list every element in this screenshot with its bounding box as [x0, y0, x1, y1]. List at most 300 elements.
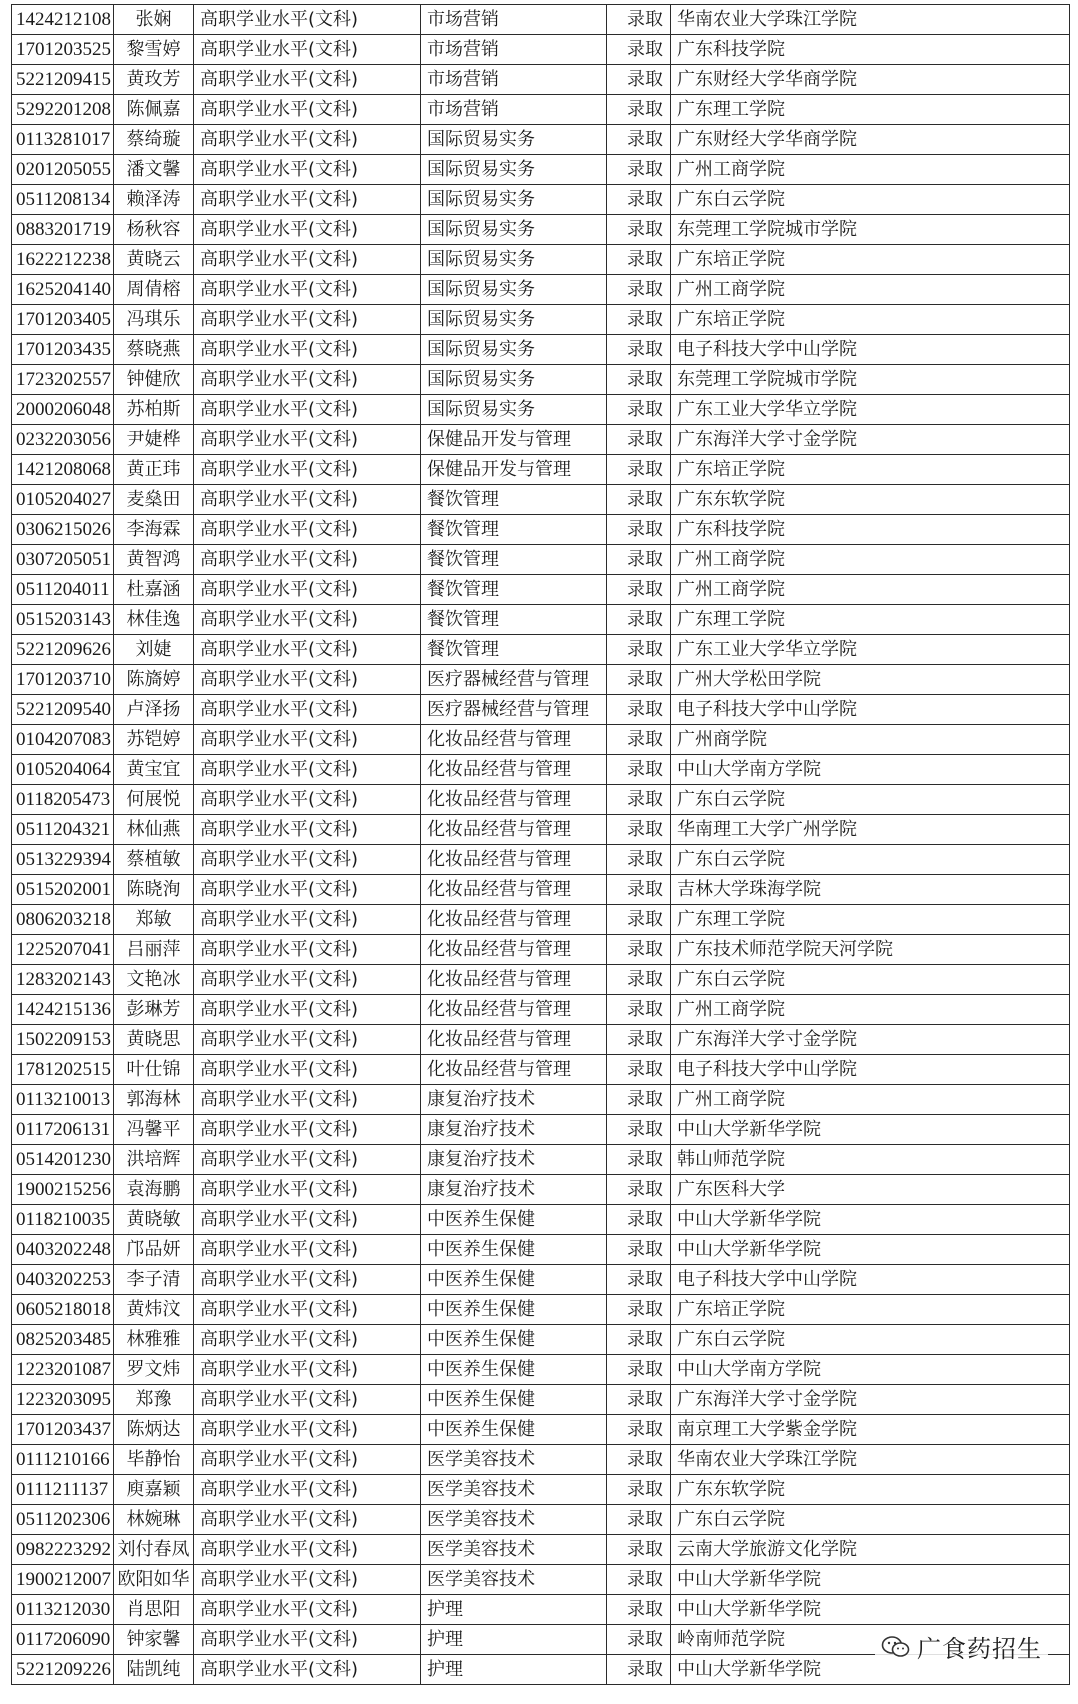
admission-status-cell: 录取 — [607, 695, 671, 725]
table-row — [12, 1025, 1070, 1055]
candidate-id-cell: 0104207083 — [12, 725, 114, 755]
candidate-id-cell: 1723202557 — [12, 365, 114, 395]
candidate-id-cell: 0605218018 — [12, 1295, 114, 1325]
admission-status-cell: 录取 — [607, 1625, 671, 1655]
admitted-school-cell: 广东理工学院 — [671, 605, 1070, 635]
table-row — [12, 455, 1070, 485]
major-cell: 化妆品经营与管理 — [421, 905, 607, 935]
admission-status-cell: 录取 — [607, 725, 671, 755]
admitted-school-cell: 云南大学旅游文化学院 — [671, 1535, 1070, 1565]
admitted-school-cell: 中山大学新华学院 — [671, 1205, 1070, 1235]
major-cell: 餐饮管理 — [421, 515, 607, 545]
candidate-id-cell: 0403202248 — [12, 1235, 114, 1265]
admission-status-cell: 录取 — [607, 995, 671, 1025]
student-name-cell: 卢泽扬 — [114, 695, 194, 725]
admission-status-cell: 录取 — [607, 1595, 671, 1625]
candidate-id-cell: 0403202253 — [12, 1265, 114, 1295]
student-name-cell: 郭海林 — [114, 1085, 194, 1115]
student-name-cell: 郑豫 — [114, 1385, 194, 1415]
student-name-cell: 蔡植敏 — [114, 845, 194, 875]
admitted-school-cell: 中山大学新华学院 — [671, 1595, 1070, 1625]
admission-status-cell: 录取 — [607, 1385, 671, 1415]
admitted-school-cell: 广东培正学院 — [671, 1295, 1070, 1325]
major-cell: 中医养生保健 — [421, 1205, 607, 1235]
candidate-id-cell: 1701203525 — [12, 35, 114, 65]
major-cell: 国际贸易实务 — [421, 125, 607, 155]
exam-category-cell: 高职学业水平(文科) — [194, 1265, 421, 1295]
table-row — [12, 725, 1070, 755]
student-name-cell: 黄智鸿 — [114, 545, 194, 575]
candidate-id-cell: 0982223292 — [12, 1535, 114, 1565]
admission-status-cell: 录取 — [607, 1325, 671, 1355]
exam-category-cell: 高职学业水平(文科) — [194, 875, 421, 905]
candidate-id-cell: 1502209153 — [12, 1025, 114, 1055]
admitted-school-cell: 广东海洋大学寸金学院 — [671, 425, 1070, 455]
table-row — [12, 95, 1070, 125]
major-cell: 国际贸易实务 — [421, 365, 607, 395]
table-row — [12, 995, 1070, 1025]
candidate-id-cell: 1283202143 — [12, 965, 114, 995]
student-name-cell: 刘付春凤 — [114, 1535, 194, 1565]
exam-category-cell: 高职学业水平(文科) — [194, 755, 421, 785]
table-row — [12, 1205, 1070, 1235]
major-cell: 国际贸易实务 — [421, 155, 607, 185]
exam-category-cell: 高职学业水平(文科) — [194, 425, 421, 455]
table-row — [12, 665, 1070, 695]
exam-category-cell: 高职学业水平(文科) — [194, 1055, 421, 1085]
admission-status-cell: 录取 — [607, 425, 671, 455]
student-name-cell: 苏铠婷 — [114, 725, 194, 755]
exam-category-cell: 高职学业水平(文科) — [194, 1505, 421, 1535]
admitted-school-cell: 广东技术师范学院天河学院 — [671, 935, 1070, 965]
admission-status-cell: 录取 — [607, 815, 671, 845]
admitted-school-cell: 中山大学南方学院 — [671, 755, 1070, 785]
table-row — [12, 1085, 1070, 1115]
admitted-school-cell: 广东财经大学华商学院 — [671, 125, 1070, 155]
candidate-id-cell: 0511204321 — [12, 815, 114, 845]
student-name-cell: 陈晓洵 — [114, 875, 194, 905]
major-cell: 护理 — [421, 1595, 607, 1625]
student-name-cell: 苏柏斯 — [114, 395, 194, 425]
exam-category-cell: 高职学业水平(文科) — [194, 365, 421, 395]
exam-category-cell: 高职学业水平(文科) — [194, 665, 421, 695]
candidate-id-cell: 0232203056 — [12, 425, 114, 455]
exam-category-cell: 高职学业水平(文科) — [194, 725, 421, 755]
major-cell: 保健品开发与管理 — [421, 425, 607, 455]
exam-category-cell: 高职学业水平(文科) — [194, 35, 421, 65]
exam-category-cell: 高职学业水平(文科) — [194, 1085, 421, 1115]
exam-category-cell: 高职学业水平(文科) — [194, 335, 421, 365]
admission-status-cell: 录取 — [607, 35, 671, 65]
admission-status-cell: 录取 — [607, 1235, 671, 1265]
table-row — [12, 545, 1070, 575]
candidate-id-cell: 1424215136 — [12, 995, 114, 1025]
candidate-id-cell: 1701203437 — [12, 1415, 114, 1445]
admission-status-cell: 录取 — [607, 215, 671, 245]
admission-status-cell: 录取 — [607, 365, 671, 395]
admission-status-cell: 录取 — [607, 665, 671, 695]
student-name-cell: 文艳冰 — [114, 965, 194, 995]
admitted-school-cell: 广州工商学院 — [671, 155, 1070, 185]
table-row — [12, 155, 1070, 185]
major-cell: 化妆品经营与管理 — [421, 725, 607, 755]
student-name-cell: 林佳逸 — [114, 605, 194, 635]
table-row — [12, 245, 1070, 275]
major-cell: 化妆品经营与管理 — [421, 815, 607, 845]
admitted-school-cell: 广东科技学院 — [671, 515, 1070, 545]
admitted-school-cell: 广东理工学院 — [671, 95, 1070, 125]
candidate-id-cell: 0511208134 — [12, 185, 114, 215]
candidate-id-cell: 0307205051 — [12, 545, 114, 575]
admitted-school-cell: 华南理工大学广州学院 — [671, 815, 1070, 845]
admitted-school-cell: 广东白云学院 — [671, 845, 1070, 875]
student-name-cell: 冯琪乐 — [114, 305, 194, 335]
candidate-id-cell: 5221209540 — [12, 695, 114, 725]
major-cell: 化妆品经营与管理 — [421, 1025, 607, 1055]
student-name-cell: 刘婕 — [114, 635, 194, 665]
candidate-id-cell: 1622212238 — [12, 245, 114, 275]
admission-status-cell: 录取 — [607, 1145, 671, 1175]
exam-category-cell: 高职学业水平(文科) — [194, 1025, 421, 1055]
admitted-school-cell: 广东理工学院 — [671, 905, 1070, 935]
student-name-cell: 庾嘉颖 — [114, 1475, 194, 1505]
major-cell: 中医养生保健 — [421, 1235, 607, 1265]
student-name-cell: 林仙燕 — [114, 815, 194, 845]
student-name-cell: 林雅雅 — [114, 1325, 194, 1355]
candidate-id-cell: 5221209415 — [12, 65, 114, 95]
candidate-id-cell: 0105204027 — [12, 485, 114, 515]
major-cell: 国际贸易实务 — [421, 215, 607, 245]
table-row — [12, 1175, 1070, 1205]
admitted-school-cell: 中山大学新华学院 — [671, 1115, 1070, 1145]
table-row — [12, 185, 1070, 215]
student-name-cell: 林婉琳 — [114, 1505, 194, 1535]
admission-status-cell: 录取 — [607, 1655, 671, 1685]
admission-status-cell: 录取 — [607, 575, 671, 605]
table-row — [12, 1325, 1070, 1355]
exam-category-cell: 高职学业水平(文科) — [194, 305, 421, 335]
admitted-school-cell: 广东工业大学华立学院 — [671, 635, 1070, 665]
admitted-school-cell: 广东科技学院 — [671, 35, 1070, 65]
admitted-school-cell: 广州工商学院 — [671, 995, 1070, 1025]
admission-status-cell: 录取 — [607, 275, 671, 305]
admission-status-cell: 录取 — [607, 785, 671, 815]
table-row — [12, 1445, 1070, 1475]
admitted-school-cell: 广东海洋大学寸金学院 — [671, 1385, 1070, 1415]
table-row — [12, 935, 1070, 965]
admission-status-cell: 录取 — [607, 155, 671, 185]
candidate-id-cell: 2000206048 — [12, 395, 114, 425]
table-row — [12, 1505, 1070, 1535]
student-name-cell: 周倩榕 — [114, 275, 194, 305]
student-name-cell: 罗文炜 — [114, 1355, 194, 1385]
exam-category-cell: 高职学业水平(文科) — [194, 1625, 421, 1655]
candidate-id-cell: 5221209626 — [12, 635, 114, 665]
admission-status-cell: 录取 — [607, 1445, 671, 1475]
table-row — [12, 785, 1070, 815]
table-row — [12, 1385, 1070, 1415]
table-row — [12, 485, 1070, 515]
student-name-cell: 肖思阳 — [114, 1595, 194, 1625]
student-name-cell: 李子清 — [114, 1265, 194, 1295]
exam-category-cell: 高职学业水平(文科) — [194, 935, 421, 965]
exam-category-cell: 高职学业水平(文科) — [194, 515, 421, 545]
admission-status-cell: 录取 — [607, 545, 671, 575]
major-cell: 化妆品经营与管理 — [421, 1055, 607, 1085]
exam-category-cell: 高职学业水平(文科) — [194, 965, 421, 995]
exam-category-cell: 高职学业水平(文科) — [194, 185, 421, 215]
admission-status-cell: 录取 — [607, 485, 671, 515]
table-row — [12, 365, 1070, 395]
watermark-text: 广食药招生 — [917, 1635, 1042, 1663]
major-cell: 中医养生保健 — [421, 1355, 607, 1385]
table-row — [12, 695, 1070, 725]
exam-category-cell: 高职学业水平(文科) — [194, 1355, 421, 1385]
major-cell: 康复治疗技术 — [421, 1175, 607, 1205]
admitted-school-cell: 广东白云学院 — [671, 185, 1070, 215]
exam-category-cell: 高职学业水平(文科) — [194, 215, 421, 245]
admission-status-cell: 录取 — [607, 755, 671, 785]
candidate-id-cell: 1421208068 — [12, 455, 114, 485]
candidate-id-cell: 0113212030 — [12, 1595, 114, 1625]
major-cell: 化妆品经营与管理 — [421, 845, 607, 875]
admitted-school-cell: 广东白云学院 — [671, 965, 1070, 995]
exam-category-cell: 高职学业水平(文科) — [194, 1385, 421, 1415]
admitted-school-cell: 广州工商学院 — [671, 1085, 1070, 1115]
table-row — [12, 395, 1070, 425]
admission-status-cell: 录取 — [607, 605, 671, 635]
admission-status-cell: 录取 — [607, 875, 671, 905]
major-cell: 国际贸易实务 — [421, 395, 607, 425]
exam-category-cell: 高职学业水平(文科) — [194, 95, 421, 125]
table-row — [12, 875, 1070, 905]
candidate-id-cell: 1424212108 — [12, 5, 114, 35]
admission-table — [11, 4, 1070, 1685]
admission-status-cell: 录取 — [607, 1055, 671, 1085]
exam-category-cell: 高职学业水平(文科) — [194, 1295, 421, 1325]
admitted-school-cell: 广东财经大学华商学院 — [671, 65, 1070, 95]
exam-category-cell: 高职学业水平(文科) — [194, 635, 421, 665]
admitted-school-cell: 中山大学南方学院 — [671, 1355, 1070, 1385]
exam-category-cell: 高职学业水平(文科) — [194, 275, 421, 305]
admission-status-cell: 录取 — [607, 515, 671, 545]
major-cell: 医学美容技术 — [421, 1535, 607, 1565]
admission-status-cell: 录取 — [607, 1025, 671, 1055]
admission-status-cell: 录取 — [607, 335, 671, 365]
candidate-id-cell: 0113210013 — [12, 1085, 114, 1115]
major-cell: 化妆品经营与管理 — [421, 935, 607, 965]
admission-status-cell: 录取 — [607, 1415, 671, 1445]
exam-category-cell: 高职学业水平(文科) — [194, 1415, 421, 1445]
table-row — [12, 635, 1070, 665]
table-row — [12, 1355, 1070, 1385]
major-cell: 市场营销 — [421, 95, 607, 125]
exam-category-cell: 高职学业水平(文科) — [194, 1115, 421, 1145]
student-name-cell: 赖泽涛 — [114, 185, 194, 215]
candidate-id-cell: 0515203143 — [12, 605, 114, 635]
admitted-school-cell: 广东白云学院 — [671, 1325, 1070, 1355]
major-cell: 医学美容技术 — [421, 1505, 607, 1535]
admission-status-cell: 录取 — [607, 905, 671, 935]
exam-category-cell: 高职学业水平(文科) — [194, 575, 421, 605]
admitted-school-cell: 电子科技大学中山学院 — [671, 1265, 1070, 1295]
exam-category-cell: 高职学业水平(文科) — [194, 485, 421, 515]
student-name-cell: 冯馨平 — [114, 1115, 194, 1145]
admitted-school-cell: 南京理工大学紫金学院 — [671, 1415, 1070, 1445]
exam-category-cell: 高职学业水平(文科) — [194, 785, 421, 815]
table-row — [12, 1565, 1070, 1595]
student-name-cell: 黄晓云 — [114, 245, 194, 275]
student-name-cell: 袁海鹏 — [114, 1175, 194, 1205]
admitted-school-cell: 华南农业大学珠江学院 — [671, 5, 1070, 35]
exam-category-cell: 高职学业水平(文科) — [194, 1235, 421, 1265]
student-name-cell: 黄玫芳 — [114, 65, 194, 95]
table-row — [12, 1415, 1070, 1445]
admitted-school-cell: 韩山师范学院 — [671, 1145, 1070, 1175]
student-name-cell: 郑敏 — [114, 905, 194, 935]
admitted-school-cell: 华南农业大学珠江学院 — [671, 1445, 1070, 1475]
major-cell: 医学美容技术 — [421, 1445, 607, 1475]
student-name-cell: 毕静怡 — [114, 1445, 194, 1475]
wechat-icon — [881, 1635, 911, 1659]
candidate-id-cell: 0201205055 — [12, 155, 114, 185]
table-row — [12, 1115, 1070, 1145]
table-row — [12, 815, 1070, 845]
admitted-school-cell: 广东培正学院 — [671, 305, 1070, 335]
admitted-school-cell: 广东医科大学 — [671, 1175, 1070, 1205]
table-row — [12, 575, 1070, 605]
student-name-cell: 麦燊田 — [114, 485, 194, 515]
admitted-school-cell: 中山大学新华学院 — [671, 1235, 1070, 1265]
candidate-id-cell: 0806203218 — [12, 905, 114, 935]
admission-status-cell: 录取 — [607, 1475, 671, 1505]
student-name-cell: 欧阳如华 — [114, 1565, 194, 1595]
table-row — [12, 1265, 1070, 1295]
student-name-cell: 叶仕锦 — [114, 1055, 194, 1085]
major-cell: 中医养生保健 — [421, 1265, 607, 1295]
admission-status-cell: 录取 — [607, 845, 671, 875]
student-name-cell: 杜嘉涵 — [114, 575, 194, 605]
admitted-school-cell: 电子科技大学中山学院 — [671, 335, 1070, 365]
candidate-id-cell: 1781202515 — [12, 1055, 114, 1085]
exam-category-cell: 高职学业水平(文科) — [194, 125, 421, 155]
candidate-id-cell: 0883201719 — [12, 215, 114, 245]
admission-table-body — [12, 5, 1070, 1685]
table-row — [12, 125, 1070, 155]
major-cell: 国际贸易实务 — [421, 305, 607, 335]
major-cell: 餐饮管理 — [421, 635, 607, 665]
student-name-cell: 陈佩嘉 — [114, 95, 194, 125]
student-name-cell: 张娴 — [114, 5, 194, 35]
major-cell: 化妆品经营与管理 — [421, 755, 607, 785]
exam-category-cell: 高职学业水平(文科) — [194, 605, 421, 635]
student-name-cell: 蔡晓燕 — [114, 335, 194, 365]
major-cell: 中医养生保健 — [421, 1295, 607, 1325]
admission-status-cell: 录取 — [607, 1295, 671, 1325]
exam-category-cell: 高职学业水平(文科) — [194, 1175, 421, 1205]
major-cell: 中医养生保健 — [421, 1325, 607, 1355]
admitted-school-cell: 广州工商学院 — [671, 275, 1070, 305]
major-cell: 康复治疗技术 — [421, 1085, 607, 1115]
admitted-school-cell: 岭南师范学院 — [671, 1625, 1070, 1655]
candidate-id-cell: 1225207041 — [12, 935, 114, 965]
exam-category-cell: 高职学业水平(文科) — [194, 1145, 421, 1175]
candidate-id-cell: 0515202001 — [12, 875, 114, 905]
admission-status-cell: 录取 — [607, 1565, 671, 1595]
student-name-cell: 钟健欣 — [114, 365, 194, 395]
student-name-cell: 陈炳达 — [114, 1415, 194, 1445]
candidate-id-cell: 0825203485 — [12, 1325, 114, 1355]
exam-category-cell: 高职学业水平(文科) — [194, 395, 421, 425]
major-cell: 国际贸易实务 — [421, 185, 607, 215]
table-row — [12, 605, 1070, 635]
admitted-school-cell: 电子科技大学中山学院 — [671, 1055, 1070, 1085]
major-cell: 中医养生保健 — [421, 1415, 607, 1445]
admission-status-cell: 录取 — [607, 965, 671, 995]
exam-category-cell: 高职学业水平(文科) — [194, 65, 421, 95]
candidate-id-cell: 0306215026 — [12, 515, 114, 545]
student-name-cell: 钟家馨 — [114, 1625, 194, 1655]
table-row — [12, 1145, 1070, 1175]
exam-category-cell: 高职学业水平(文科) — [194, 1565, 421, 1595]
candidate-id-cell: 0105204064 — [12, 755, 114, 785]
admitted-school-cell: 东莞理工学院城市学院 — [671, 365, 1070, 395]
student-name-cell: 彭琳芳 — [114, 995, 194, 1025]
admission-status-cell: 录取 — [607, 1355, 671, 1385]
candidate-id-cell: 0111210166 — [12, 1445, 114, 1475]
student-name-cell: 黄炜汶 — [114, 1295, 194, 1325]
admission-status-cell: 录取 — [607, 95, 671, 125]
admitted-school-cell: 广东海洋大学寸金学院 — [671, 1025, 1070, 1055]
major-cell: 护理 — [421, 1655, 607, 1685]
student-name-cell: 吕丽萍 — [114, 935, 194, 965]
student-name-cell: 邝品妍 — [114, 1235, 194, 1265]
admission-status-cell: 录取 — [607, 1265, 671, 1295]
table-row — [12, 425, 1070, 455]
major-cell: 市场营销 — [421, 35, 607, 65]
admitted-school-cell: 广州大学松田学院 — [671, 665, 1070, 695]
candidate-id-cell: 1223201087 — [12, 1355, 114, 1385]
candidate-id-cell: 5292201208 — [12, 95, 114, 125]
table-row — [12, 1535, 1070, 1565]
admitted-school-cell: 广东白云学院 — [671, 785, 1070, 815]
table-row — [12, 1595, 1070, 1625]
exam-category-cell: 高职学业水平(文科) — [194, 1325, 421, 1355]
admission-status-cell: 录取 — [607, 635, 671, 665]
table-row — [12, 65, 1070, 95]
admission-status-cell: 录取 — [607, 455, 671, 485]
exam-category-cell: 高职学业水平(文科) — [194, 1445, 421, 1475]
admitted-school-cell: 广东工业大学华立学院 — [671, 395, 1070, 425]
table-row — [12, 5, 1070, 35]
table-row — [12, 905, 1070, 935]
exam-category-cell: 高职学业水平(文科) — [194, 815, 421, 845]
major-cell: 康复治疗技术 — [421, 1145, 607, 1175]
candidate-id-cell: 0117206090 — [12, 1625, 114, 1655]
table-row — [12, 845, 1070, 875]
major-cell: 市场营销 — [421, 65, 607, 95]
student-name-cell: 黎雪婷 — [114, 35, 194, 65]
major-cell: 化妆品经营与管理 — [421, 995, 607, 1025]
table-row — [12, 965, 1070, 995]
watermark — [875, 1627, 1048, 1666]
major-cell: 医学美容技术 — [421, 1475, 607, 1505]
student-name-cell: 蔡绮璇 — [114, 125, 194, 155]
exam-category-cell: 高职学业水平(文科) — [194, 695, 421, 725]
major-cell: 餐饮管理 — [421, 485, 607, 515]
major-cell: 医疗器械经营与管理 — [421, 665, 607, 695]
candidate-id-cell: 0511204011 — [12, 575, 114, 605]
